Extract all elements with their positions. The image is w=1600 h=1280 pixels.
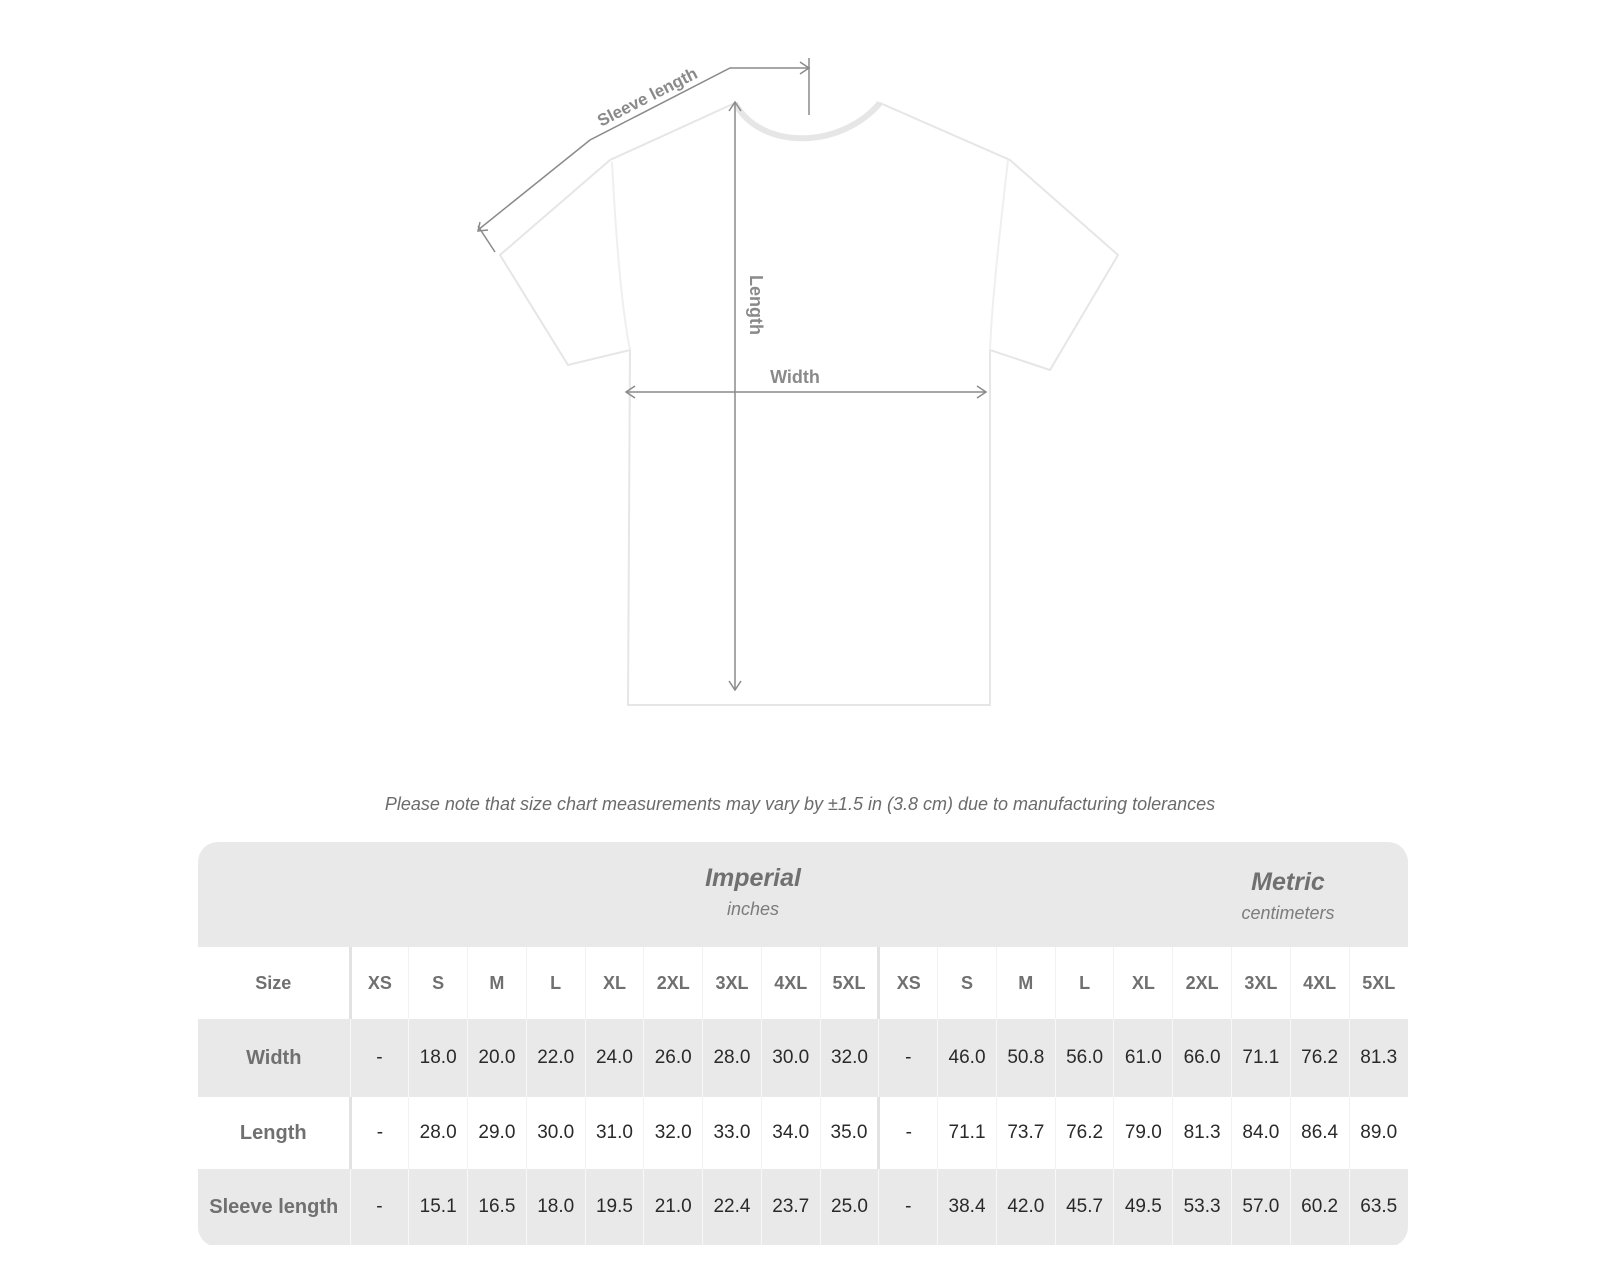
row-label: Length <box>239 1121 307 1144</box>
imperial-size-3xl: 3XL <box>703 947 762 1019</box>
imperial-value-cell: - <box>350 1097 409 1169</box>
imperial-size-5xl: 5XL <box>820 947 879 1019</box>
table-row <box>198 1019 1408 1097</box>
imperial-value-cell: 15.1 <box>409 1169 468 1245</box>
row-label: Sleeve length <box>198 1169 350 1245</box>
imperial-value-cell: 30.0 <box>526 1097 585 1169</box>
imperial-value-cell: - <box>350 1019 409 1097</box>
imperial-value-cell: 22.0 <box>526 1019 585 1097</box>
imperial-value-cell: 19.5 <box>585 1169 644 1245</box>
metric-value-cell: 61.0 <box>1114 1019 1173 1097</box>
metric-value-cell: - <box>879 1097 938 1169</box>
length-label: Length <box>746 275 766 335</box>
metric-size-4xl: 4XL <box>1290 947 1349 1019</box>
metric-value-cell: 86.4 <box>1290 1097 1349 1169</box>
metric-title: Metric <box>1251 868 1325 896</box>
metric-value-cell: 42.0 <box>996 1169 1055 1245</box>
metric-size-l: L <box>1055 947 1114 1019</box>
imperial-value-cell: 28.0 <box>409 1097 468 1169</box>
imperial-value-cell: 31.0 <box>585 1097 644 1169</box>
imperial-value-cell: 21.0 <box>644 1169 703 1245</box>
imperial-size-xl: XL <box>585 947 644 1019</box>
metric-value-cell: 45.7 <box>1055 1169 1114 1245</box>
tshirt-shape <box>500 103 1118 705</box>
metric-value-cell: 60.2 <box>1290 1169 1349 1245</box>
metric-value-cell: 49.5 <box>1114 1169 1173 1245</box>
imperial-value-cell: 25.0 <box>820 1169 879 1245</box>
metric-value-cell: 79.0 <box>1114 1097 1173 1169</box>
metric-value-cell: 57.0 <box>1231 1169 1290 1245</box>
row-label-size: Size <box>255 972 292 993</box>
imperial-value-cell: 24.0 <box>585 1019 644 1097</box>
metric-value-cell: 63.5 <box>1349 1169 1408 1245</box>
imperial-value-cell: 22.4 <box>703 1169 762 1245</box>
metric-value-cell: 46.0 <box>938 1019 997 1097</box>
metric-size-s: S <box>938 947 997 1019</box>
imperial-size-xs: XS <box>350 947 409 1019</box>
unit-header <box>198 842 1408 947</box>
imperial-value-cell: 33.0 <box>703 1097 762 1169</box>
imperial-value-cell: 32.0 <box>820 1019 879 1097</box>
imperial-value-cell: 28.0 <box>703 1019 762 1097</box>
metric-size-xl: XL <box>1114 947 1173 1019</box>
imperial-value-cell: - <box>350 1169 409 1245</box>
metric-subtitle: centimeters <box>1241 903 1335 923</box>
metric-value-cell: 71.1 <box>1231 1019 1290 1097</box>
imperial-value-cell: 23.7 <box>761 1169 820 1245</box>
metric-value-cell: 56.0 <box>1055 1019 1114 1097</box>
metric-size-3xl: 3XL <box>1231 947 1290 1019</box>
imperial-value-cell: 29.0 <box>468 1097 527 1169</box>
imperial-header <box>553 864 953 920</box>
metric-value-cell: 84.0 <box>1231 1097 1290 1169</box>
imperial-value-cell: 30.0 <box>761 1019 820 1097</box>
metric-value-cell: 76.2 <box>1055 1097 1114 1169</box>
metric-value-cell: 50.8 <box>996 1019 1055 1097</box>
imperial-value-cell: 26.0 <box>644 1019 703 1097</box>
imperial-value-cell: 34.0 <box>761 1097 820 1169</box>
metric-value-cell: 81.3 <box>1349 1019 1408 1097</box>
metric-value-cell: - <box>879 1169 938 1245</box>
imperial-size-m: M <box>468 947 527 1019</box>
size-table-body <box>198 947 1408 1245</box>
imperial-title: Imperial <box>705 864 801 892</box>
metric-size-xs: XS <box>879 947 938 1019</box>
metric-value-cell: 81.3 <box>1173 1097 1232 1169</box>
table-row <box>198 1097 1408 1169</box>
metric-size-5xl: 5XL <box>1349 947 1408 1019</box>
table-row <box>198 1169 1408 1245</box>
imperial-value-cell: 20.0 <box>468 1019 527 1097</box>
sleeve-length-label: Sleeve length <box>594 63 701 131</box>
imperial-size-4xl: 4XL <box>761 947 820 1019</box>
imperial-size-l: L <box>526 947 585 1019</box>
metric-size-2xl: 2XL <box>1173 947 1232 1019</box>
row-label: Width <box>198 1019 350 1097</box>
imperial-value-cell: 18.0 <box>526 1169 585 1245</box>
imperial-value-cell: 35.0 <box>820 1097 879 1169</box>
metric-value-cell: - <box>879 1019 938 1097</box>
imperial-value-cell: 16.5 <box>468 1169 527 1245</box>
width-label: Width <box>770 367 820 387</box>
metric-header <box>1088 868 1408 924</box>
imperial-size-s: S <box>409 947 468 1019</box>
metric-value-cell: 38.4 <box>938 1169 997 1245</box>
size-chart-table <box>198 842 1408 1247</box>
metric-value-cell: 89.0 <box>1349 1097 1408 1169</box>
metric-value-cell: 66.0 <box>1173 1019 1232 1097</box>
metric-value-cell: 71.1 <box>938 1097 997 1169</box>
imperial-subtitle: inches <box>726 899 780 919</box>
imperial-value-cell: 32.0 <box>644 1097 703 1169</box>
tolerance-note: Please note that size chart measurements may vary by ±1.5 in (3.8 cm) due to manufacturing tolerances <box>384 794 1216 814</box>
metric-value-cell: 53.3 <box>1173 1169 1232 1245</box>
imperial-size-2xl: 2XL <box>644 947 703 1019</box>
size-header-row <box>198 947 1408 1019</box>
size-table <box>198 947 1408 1245</box>
metric-value-cell: 73.7 <box>996 1097 1055 1169</box>
metric-value-cell: 76.2 <box>1290 1019 1349 1097</box>
imperial-value-cell: 18.0 <box>409 1019 468 1097</box>
metric-size-m: M <box>996 947 1055 1019</box>
